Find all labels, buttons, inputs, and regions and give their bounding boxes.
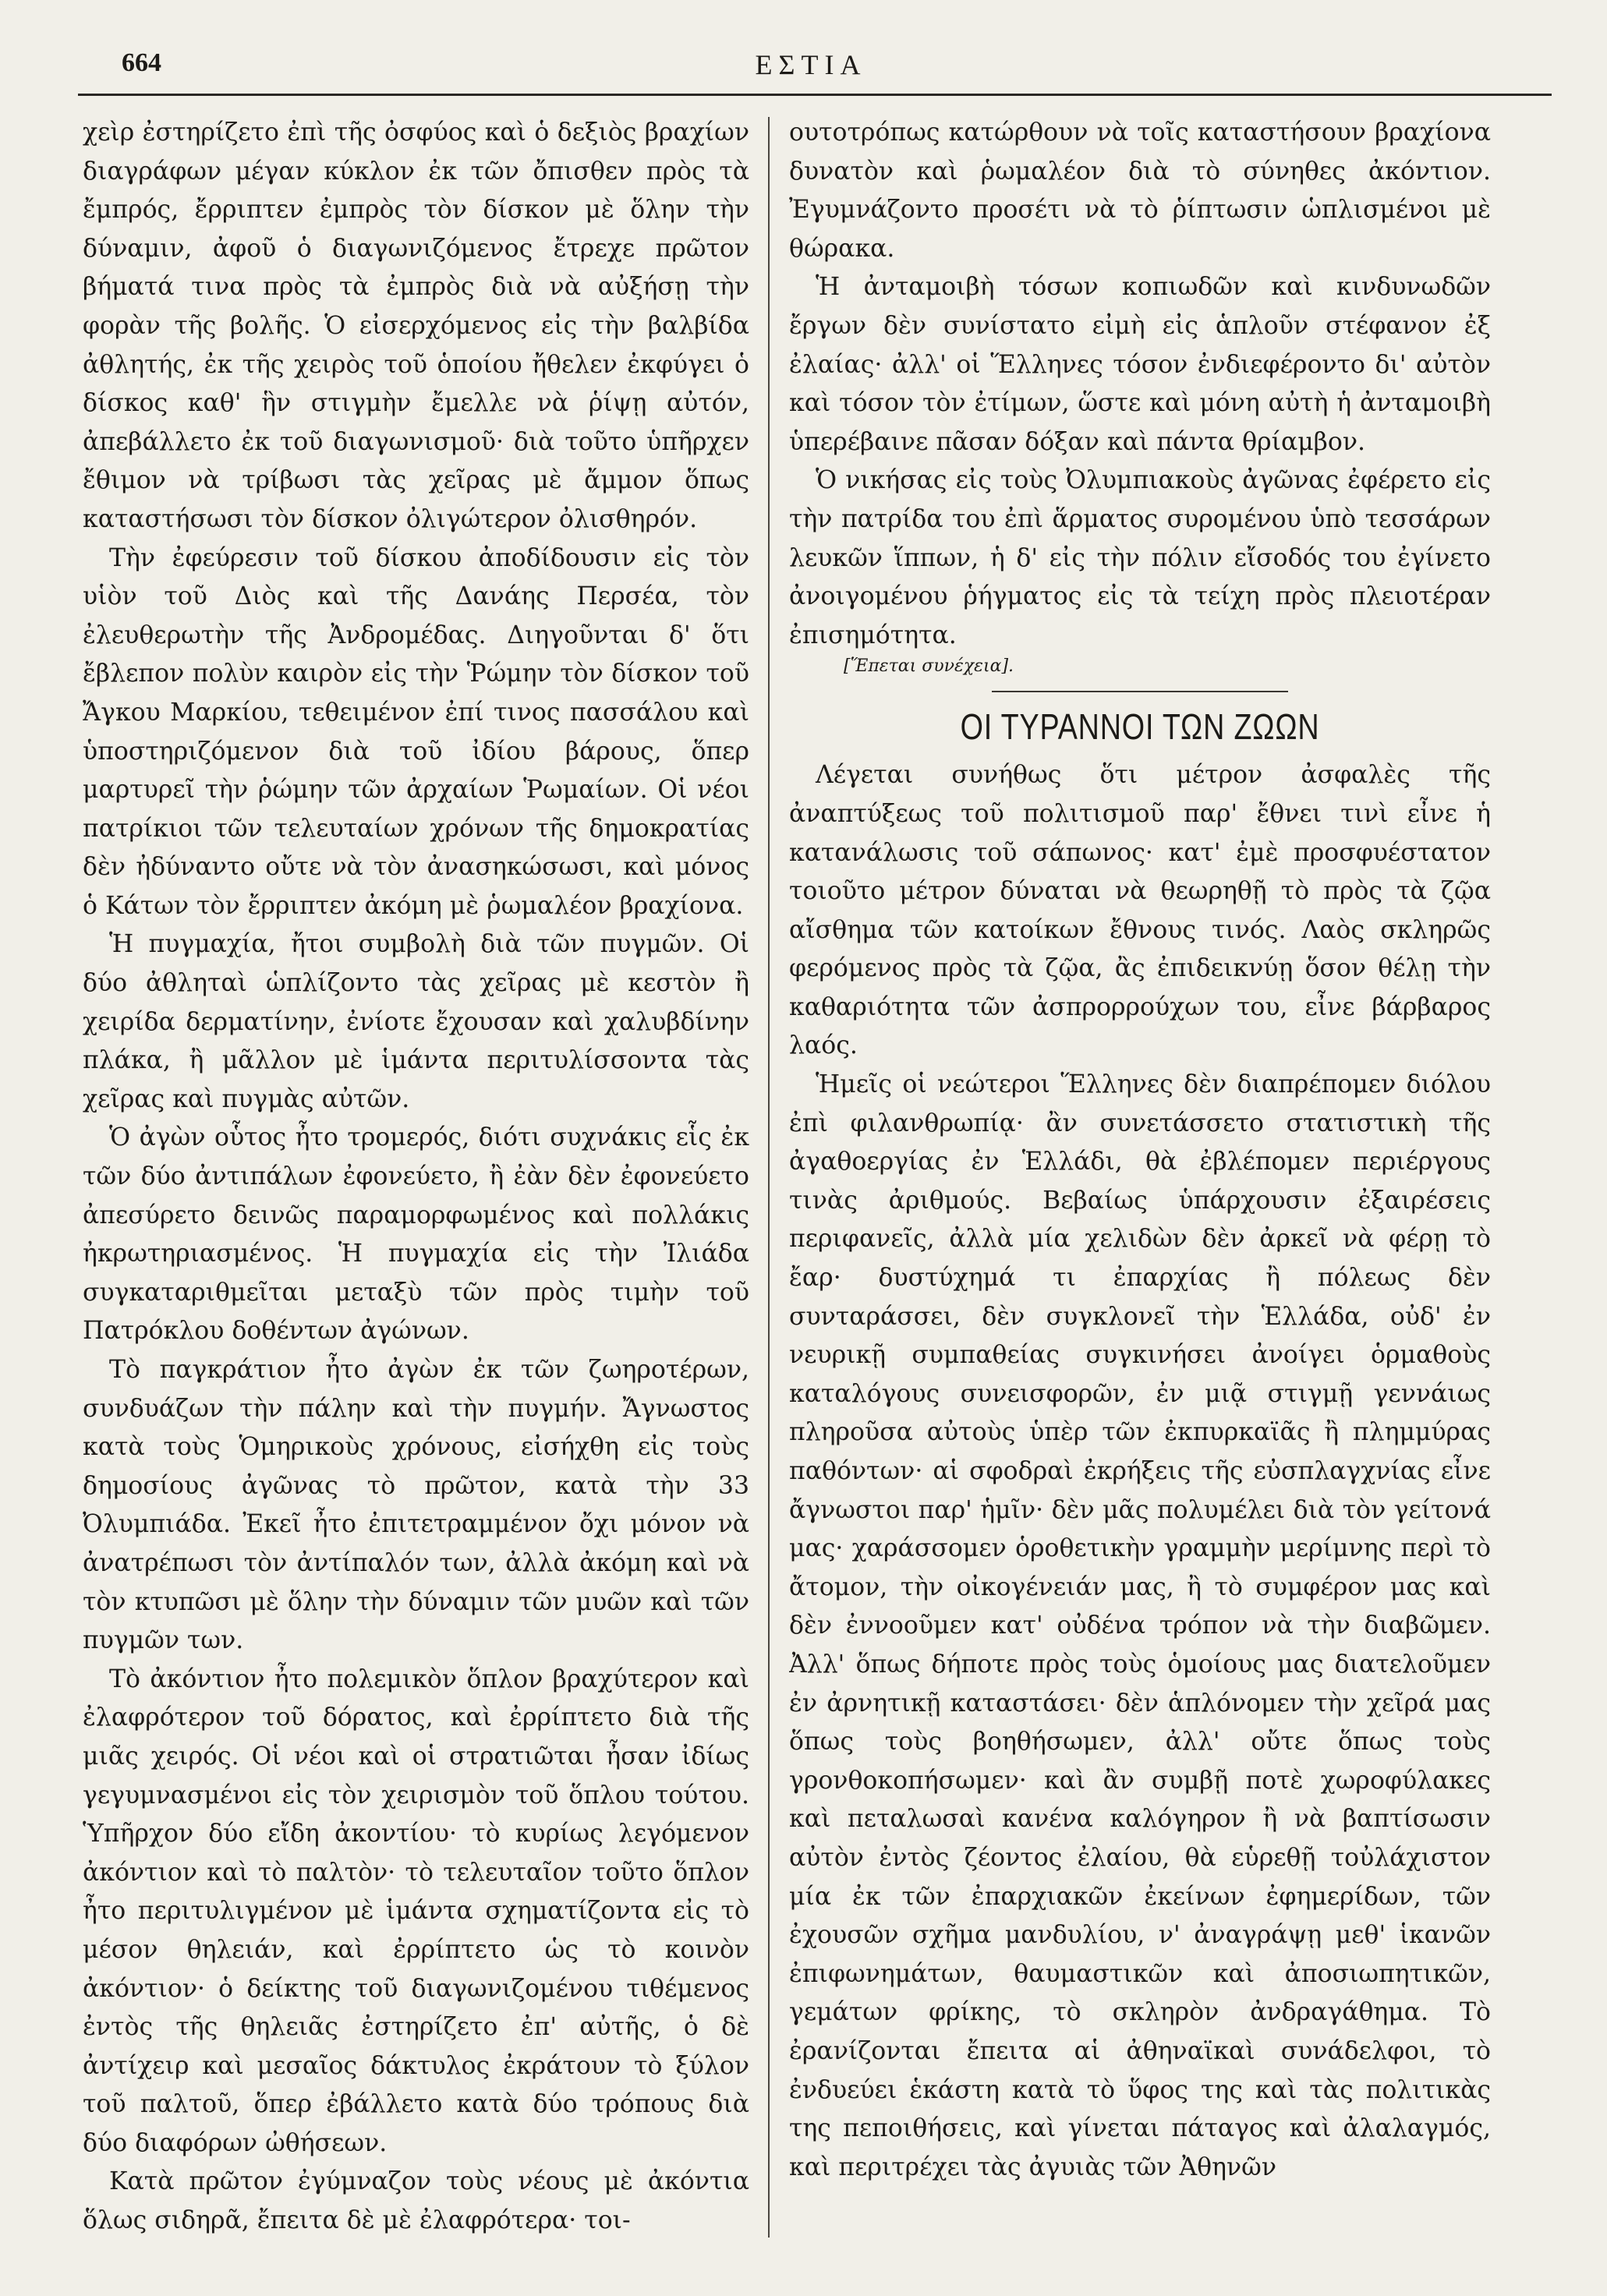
paragraph: Κατὰ πρῶτον ἐγύμναζον τοὺς νέους μὲ ἀκόντια ὅλως σιδηρᾶ, ἔπειτα δὲ μὲ ἐλαφρότερα· τοι- [83, 2167, 749, 2235]
paragraph: Λέγεται συνήθως ὅτι μέτρον ἀσφαλὲς τῆς ἀναπτύξεως τοῦ πολιτισμοῦ παρ' ἔθνει τινὶ εἶνε ἡ κατανάλωσις τοῦ σάπωνος· κατ' ἐμὲ προσφυέστατον τοιοῦτο μέτρον δύναται νὰ θεωρηθῇ τὸ πρὸς τὰ ζῷα αἴσθημα τῶν κατοίκων ἔθνους τινός. Λαὸς σκληρῶς φερόμενος πρὸς τὰ ζῷα, ἂς ἐπιδεικνύῃ ὅσον θέλῃ τὴν καθαριότητα τῶν ἀσπρορρούχων του, εἶνε βάρβαρος λαός. [789, 761, 1491, 1060]
section-title: ΟΙ ΤΥΡΑΝΝΟΙ ΤΩΝ ΖΩΩΝ [960, 706, 1320, 748]
section-rule [992, 691, 1288, 692]
paragraph: ουτοτρόπως κατώρθουν νὰ τοῖς καταστήσουν βραχίονα δυνατὸν καὶ ῥωμαλέον διὰ τὸ σύνηθες ἀκόντιον. Ἐγυμνάζοντο προσέτι νὰ τὸ ῥίπτωσιν ὡπλισμένοι μὲ θώρακα. [789, 119, 1491, 263]
paragraph: Τὸ παγκράτιον ἦτο ἀγὼν ἐκ τῶν ζωηροτέρων, συνδυάζων τὴν πάλην καὶ τὴν πυγμήν. Ἄγνωστος κατὰ τοὺς Ὁμηρικοὺς χρόνους, εἰσήχθη εἰς τοὺς δημοσίους ἀγῶνας τὸ πρῶτον, κατὰ τὴν 33 Ὀλυμπιάδα. Ἐκεῖ ἦτο ἐπιτετραμμένον ὄχι μόνον νὰ ἀνατρέπωσι τὸν ἀντίπαλόν των, ἀλλὰ ἀκόμη καὶ νὰ τὸν κτυπῶσι μὲ ὅλην τὴν δύναμιν τῶν μυῶν καὶ τῶν πυγμῶν των. [83, 1356, 749, 1655]
paragraph: Τὸ ἀκόντιον ἦτο πολεμικὸν ὅπλον βραχύτερον καὶ ἐλαφρότερον τοῦ δόρατος, καὶ ἐρρίπτετο διὰ τῆς μιᾶς χειρός. Οἱ νέοι καὶ οἱ στρατιῶται ἦσαν ἰδίως γεγυμνασμένοι εἰς τὸν χειρισμὸν τοῦ ὅπλου τούτου. Ὑπῆρχον δύο εἴδη ἀκοντίου· τὸ κυρίως λεγόμενον ἀκόντιον καὶ τὸ παλτὸν· τὸ τελευταῖον τοῦτο ὅπλον ἦτο περιτυλιγμένον μὲ ἱμάντα σχηματίζοντα εἰς τὸ μέσον θηλειάν, καὶ ἐρρίπτετο ὡς τὸ κοινὸν ἀκόντιον· ὁ δείκτης τοῦ διαγωνιζομένου τιθέμενος ἐντὸς τῆς θηλειᾶς ἐστηρίζετο ἐπ' αὐτῆς, ὁ δὲ ἀντίχειρ καὶ μεσαῖος δάκτυλος ἐκράτουν τὸ ξύλον τοῦ παλτοῦ, ὅπερ ἐβάλλετο κατὰ δύο τρόπους διὰ δύο διαφόρων ὠθήσεων. [83, 1665, 749, 2157]
paragraph: Ἡμεῖς οἱ νεώτεροι Ἕλληνες δὲν διαπρέπομεν διόλου ἐπὶ φιλανθρωπίᾳ· ἂν συνετάσσετο στατιστικὴ τῆς ἀγαθοεργίας ἐν Ἑλλάδι, θὰ ἐβλέπομεν περιέργους τινὰς ἀριθμούς. Βεβαίως ὑπάρχουσιν ἐξαιρέσεις περιφανεῖς, ἀλλὰ μία χελιδὼν δὲν ἀρκεῖ νὰ φέρῃ τὸ ἔαρ· δυστύχημά τι ἐπαρχίας ἢ πόλεως δὲν συνταράσσει, δὲν συγκλονεῖ τὴν Ἑλλάδα, οὐδ' ἐν νευρικῇ συμπαθείας συγκινήσει ἀνοίγει ὁρμαθοὺς καταλόγους συνεισφορῶν, ἐν μιᾷ στιγμῇ γεννάιως πληροῦσα αὐτοὺς ὑπὲρ τῶν ἐκπυρκαϊᾶς ἢ πλημμύρας παθόντων· αἱ σφοδραὶ ἐκρήξεις τῆς εὐσπλαγχνίας εἶνε ἄγνωστοι παρ' ἡμῖν· δὲν μᾶς πολυμέλει διὰ τὸν γείτονά μας· χαράσσομεν ὁροθετικὴν γραμμὴν μερίμνης περὶ τὸ ἄτομον, τὴν οἰκογένειάν μας, ἢ τὸ συμφέρον μας καὶ δὲν ἐννοοῦμεν κατ' οὐδένα τρόπον νὰ τὴν διαβῶμεν. Ἀλλ' ὅπως δήποτε πρὸς τοὺς ὁμοίους μας διατελοῦμεν ἐν ἀρνητικῇ καταστάσει· δὲν ἁπλόνομεν τὴν χεῖρά μας ὅπως τοὺς βοηθήσωμεν, ἀλλ' οὔτε ὅπως τοὺς γρονθοκοπήσωμεν· καὶ ἂν συμβῇ ποτὲ χωροφύλακες καὶ πεταλωσαὶ κανένα καλόγηρον ἢ νὰ βαπτίσωσιν αὐτὸν ἐντὸς ζέοντος ἐλαίου, θὰ εὑρεθῇ τοὐλάχιστον μία ἐκ τῶν ἐπαρχιακῶν ἐκείνων ἐφημερίδων, τῶν ἐχουσῶν σχῆμα μανδυλίου, ν' ἀναγράψῃ μεθ' ἱκανῶν ἐπιφωνημάτων, θαυμαστικῶν καὶ ἀποσιωπητικῶν, γεμάτων φρίκης, τὸ σκληρὸν ἀνδραγάθημα. Τὸ ἐρανίζονται ἔπειτα αἱ ἀθηναϊκαὶ συνάδελφοι, τὸ ἐνδυεύει ἑκάστη κατὰ τὸ ὕφος της καὶ τὰς πολιτικὰς της πεποιθήσεις, καὶ γίνεται πάταγος καὶ ἀλαλαγμός, καὶ περιτρέχει τὰς ἀγυιὰς τῶν Ἀθηνῶν [789, 1070, 1491, 2181]
continued-note: [Ἕπεται συνέχεια]. [844, 656, 1014, 677]
paragraph: Ἡ ἀνταμοιβὴ τόσων κοπιωδῶν καὶ κινδυνωδῶν ἔργων δὲν συνίστατο εἰμὴ εἰς ἁπλοῦν στέφανον ἐξ ἐλαίας· ἀλλ' οἱ Ἕλληνες τόσον ἐνδιεφέροντο δι' αὐτὸν καὶ τόσον τὸν ἐτίμων, ὥστε καὶ μόνη αὐτὴ ἡ ἀνταμοιβὴ ὑπερέβαινε πᾶσαν δόξαν καὶ πάντα θρίαμβον. [789, 273, 1491, 456]
paragraph: Ὁ ἀγὼν οὗτος ἦτο τρομερός, διότι συχνάκις εἷς ἐκ τῶν δύο ἀντιπάλων ἐφονεύετο, ἢ ἐὰν δὲν ἐφονεύετο ἀπεσύρετο δεινῶς παραμορφωμένος καὶ πολλάκις ἠκρωτηριασμένος. Ἡ πυγμαχία εἰς τὴν Ἰλιάδα συγκαταριθμεῖται μεταξὺ τῶν πρὸς τιμὴν τοῦ Πατρόκλου δοθέντων ἀγώνων. [83, 1123, 749, 1346]
left-column [83, 114, 749, 2266]
right-column [789, 114, 1491, 2266]
paragraph: Τὴν ἐφεύρεσιν τοῦ δίσκου ἀποδίδουσιν εἰς τὸν υἱὸν τοῦ Διὸς καὶ τῆς Δανάης Περσέα, τὸν ἐλευθερωτὴν τῆς Ἀνδρομέδας. Διηγοῦνται δ' ὅτι ἔβλεπον πολὺν καιρὸν εἰς τὴν Ῥώμην τὸν δίσκον τοῦ Ἄγκου Μαρκίου, τεθειμένον ἐπί τινος πασσάλου καὶ ὑποστηριζόμενον διὰ τοῦ ἰδίου βάρους, ὅπερ μαρτυρεῖ τὴν ῥώμην τῶν ἀρχαίων Ῥωμαίων. Οἱ νέοι πατρίκιοι τῶν τελευταίων χρόνων τῆς δημοκρατίας δὲν ἠδύναντο οὔτε νὰ τὸν ἀνασηκώσωσι, καὶ μόνος ὁ Κάτων τὸν ἔρριπτεν ἀκόμη μὲ ῥωμαλέον βραχίονα. [83, 543, 749, 920]
paragraph: Ἡ πυγμαχία, ἤτοι συμβολὴ διὰ τῶν πυγμῶν. Οἱ δύο ἀθληταὶ ὡπλίζοντο τὰς χεῖρας μὲ κεστὸν ἢ χειρίδα δερματίνην, ἐνίοτε ἔχουσαν καὶ χαλυβδίνην πλάκα, ἢ μᾶλλον μὲ ἱμάντα περιτυλίσσοντα τὰς χεῖρας καὶ πυγμὰς αὐτῶν. [83, 930, 749, 1113]
page-number: 664 [122, 48, 161, 77]
page-header [78, 48, 1544, 95]
paragraph: Ὁ νικήσας εἰς τοὺς Ὀλυμπιακοὺς ἀγῶνας ἐφέρετο εἰς τὴν πατρίδα του ἐπὶ ἅρματος συρομένου ὑπὸ τεσσάρων λευκῶν ἵππων, ἡ δ' εἰς τὴν πόλιν εἴσοδός του ἐγίνετο ἀνοιγομένου ῥήγματος εἰς τὰ τείχη πρὸς πλειοτέραν ἐπισημότητα. [789, 466, 1491, 649]
running-title: ΕΣΤΙΑ [755, 49, 867, 80]
paragraph: χεὶρ ἐστηρίζετο ἐπὶ τῆς ὀσφύος καὶ ὁ δεξιὸς βραχίων διαγράφων μέγαν κύκλον ἐκ τῶν ὄπισθεν πρὸς τὰ ἔμπρός, ἔρριπτεν ἐμπρὸς τὸν δίσκον μὲ ὅλην τὴν δύναμιν, ἀφοῦ ὁ διαγωνιζόμενος ἔτρεχε πρῶτον βήματά τινα πρὸς τὰ ἐμπρὸς διὰ νὰ αὐξήσῃ τὴν φορὰν τῆς βολῆς. Ὁ εἰσερχόμενος εἰς τὴν βαλβίδα ἀθλητής, ἐκ τῆς χειρὸς τοῦ ὁποίου ἤθελεν ἐκφύγει ὁ δίσκος καθ' ἣν στιγμὴν ἔμελλε νὰ ῥίψῃ αὐτόν, ἀπεβάλλετο ἐκ τοῦ διαγωνισμοῦ· διὰ τοῦτο ὑπῆρχεν ἔθιμον νὰ τρίβωσι τὰς χεῖρας μὲ ἄμμον ὅπως καταστήσωσι τὸν δίσκον ὀλιγώτερον ὀλισθηρόν. [83, 119, 749, 533]
header-rule [78, 94, 1552, 96]
column-divider [768, 117, 770, 2238]
